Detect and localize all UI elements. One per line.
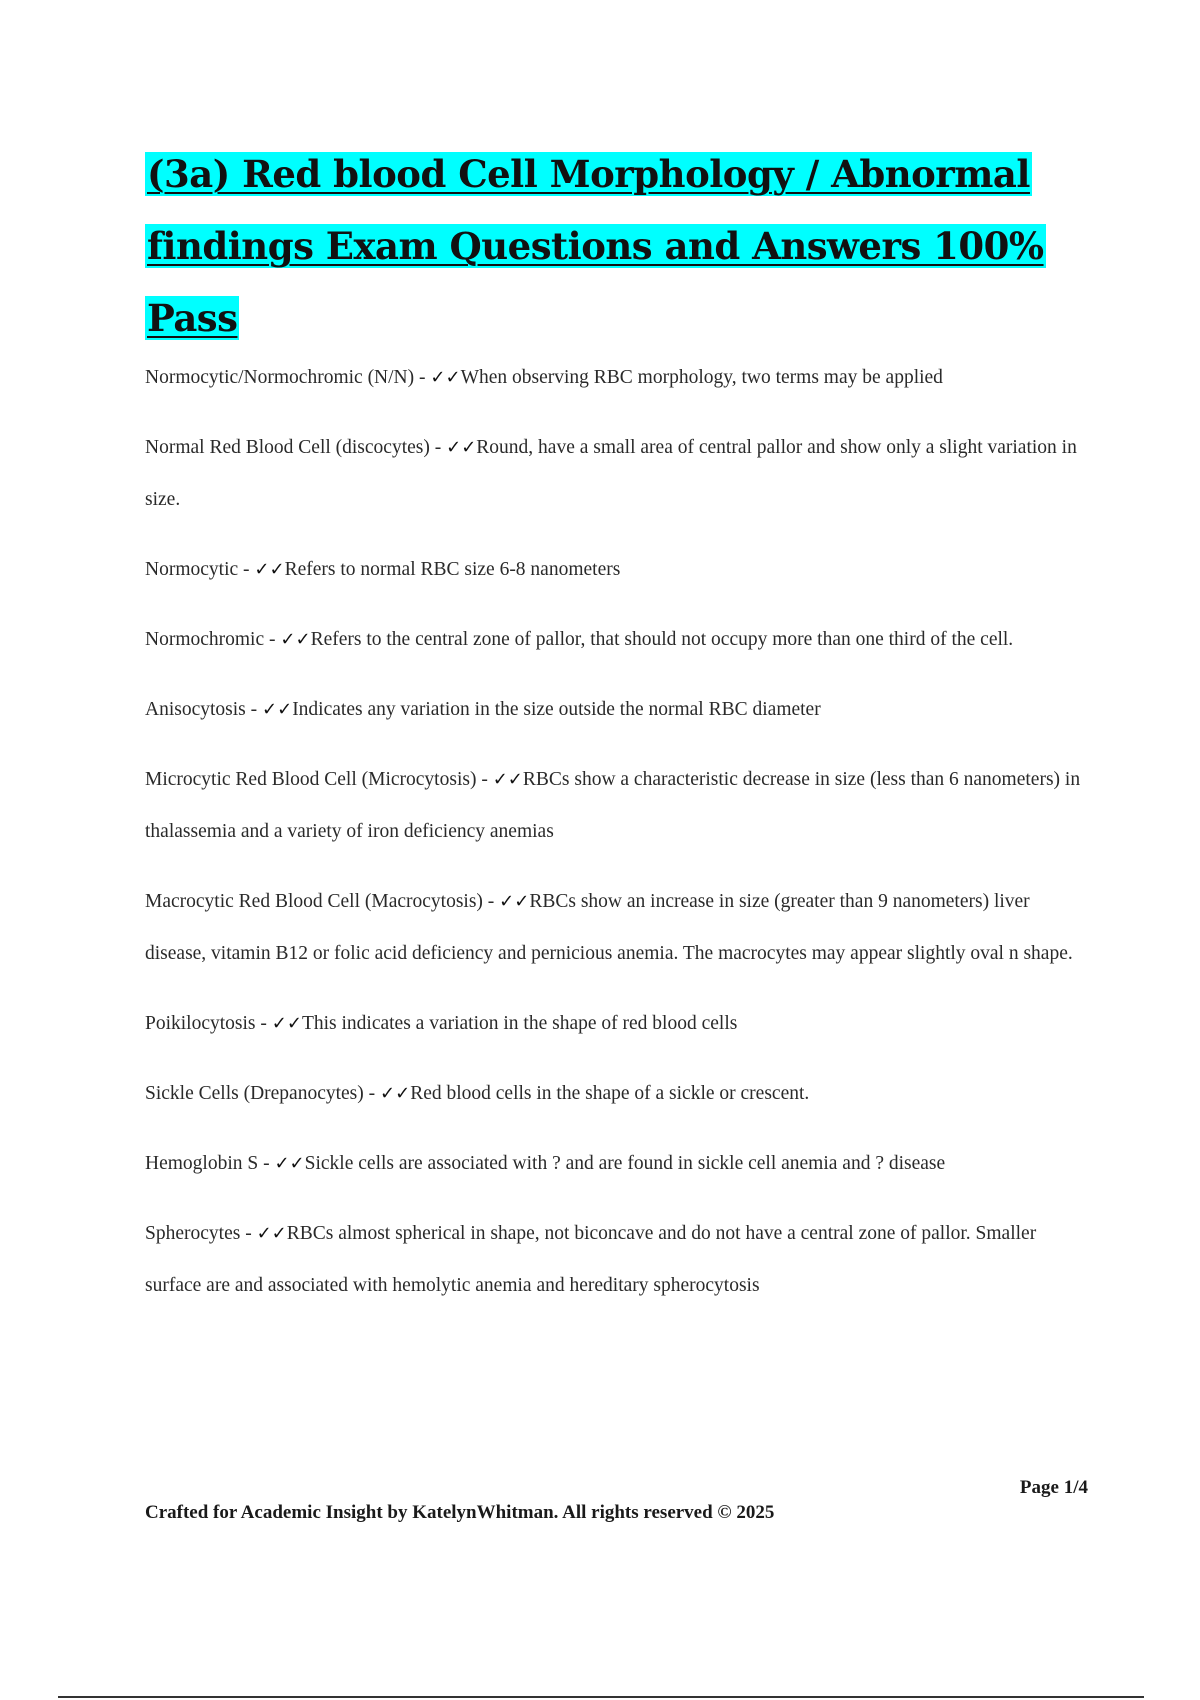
qa-list bbox=[145, 352, 1095, 1330]
qa-definition: RBCs almost spherical in shape, not biconcave and do not have a central zone of pallor. Smaller surface are and associated with hemolytic anemia and hereditary spherocytosis bbox=[145, 1223, 1037, 1296]
document-title-text: (3a) Red blood Cell Morphology / Abnormal findings Exam Questions and Answers 100% Pass bbox=[147, 152, 1044, 340]
double-check-icon: ✓✓ bbox=[274, 1153, 305, 1174]
copyright-footer: Crafted for Academic Insight by KatelynWhitman. All rights reserved © 2025 bbox=[145, 1502, 775, 1523]
qa-definition: RBCs show a characteristic decrease in size (less than 6 nanometers) in thalassemia and a variety of iron deficiency anemias bbox=[145, 769, 1081, 842]
qa-definition: Round, have a small area of central pallor and show only a slight variation in size. bbox=[145, 437, 1077, 510]
qa-term: Macrocytic Red Blood Cell (Macrocytosis) bbox=[145, 891, 483, 912]
qa-entry bbox=[145, 422, 1095, 526]
qa-term: Normocytic/Normochromic (N/N) bbox=[145, 367, 415, 388]
qa-entry bbox=[145, 1138, 1095, 1190]
qa-separator: - bbox=[482, 891, 500, 912]
qa-definition: Refers to the central zone of pallor, that should not occupy more than one third of the cell. bbox=[310, 629, 1014, 650]
qa-definition: Indicates any variation in the size outside the normal RBC diameter bbox=[292, 699, 821, 720]
qa-term: Normochromic bbox=[145, 629, 265, 650]
qa-definition: When observing RBC morphology, two terms may be applied bbox=[460, 367, 943, 388]
double-check-icon: ✓✓ bbox=[256, 1223, 287, 1244]
double-check-icon: ✓✓ bbox=[499, 891, 530, 912]
qa-entry bbox=[145, 684, 1095, 736]
double-check-icon: ✓✓ bbox=[262, 699, 293, 720]
qa-entry bbox=[145, 754, 1095, 858]
qa-separator: - bbox=[264, 629, 281, 650]
double-check-icon: ✓✓ bbox=[280, 629, 311, 650]
qa-entry bbox=[145, 614, 1095, 666]
qa-definition: Sickle cells are associated with ? and are found in sickle cell anemia and ? disease bbox=[304, 1153, 946, 1174]
qa-entry bbox=[145, 544, 1095, 596]
qa-separator: - bbox=[363, 1083, 381, 1104]
document-title bbox=[145, 138, 1085, 354]
qa-separator: - bbox=[429, 437, 447, 458]
qa-separator: - bbox=[476, 769, 493, 790]
qa-term: Poikilocytosis bbox=[145, 1013, 256, 1034]
page-divider bbox=[58, 1696, 1144, 1698]
qa-separator: - bbox=[245, 699, 263, 720]
qa-term: Normocytic bbox=[145, 559, 239, 580]
qa-definition: Red blood cells in the shape of a sickle or crescent. bbox=[410, 1083, 810, 1104]
double-check-icon: ✓✓ bbox=[271, 1013, 302, 1034]
qa-entry bbox=[145, 352, 1095, 404]
qa-definition: Refers to normal RBC size 6-8 nanometers bbox=[284, 559, 621, 580]
double-check-icon: ✓✓ bbox=[446, 437, 477, 458]
double-check-icon: ✓✓ bbox=[492, 769, 523, 790]
double-check-icon: ✓✓ bbox=[380, 1083, 411, 1104]
qa-separator: - bbox=[238, 559, 255, 580]
double-check-icon: ✓✓ bbox=[254, 559, 285, 580]
qa-entry bbox=[145, 876, 1095, 980]
qa-term: Spherocytes bbox=[145, 1223, 241, 1244]
qa-definition: This indicates a variation in the shape of red blood cells bbox=[301, 1013, 738, 1034]
qa-separator: - bbox=[258, 1153, 275, 1174]
qa-separator: - bbox=[240, 1223, 257, 1244]
qa-separator: - bbox=[255, 1013, 272, 1034]
page-number: Page 1/4 bbox=[1019, 1477, 1088, 1498]
qa-term: Sickle Cells (Drepanocytes) bbox=[145, 1083, 364, 1104]
qa-separator: - bbox=[414, 367, 431, 388]
qa-definition: RBCs show an increase in size (greater than 9 nanometers) liver disease, vitamin B12 or folic acid deficiency and pernicious anemia. The macrocytes may appear slightly oval n shape. bbox=[145, 891, 1073, 964]
qa-entry bbox=[145, 1068, 1095, 1120]
qa-term: Microcytic Red Blood Cell (Microcytosis) bbox=[145, 769, 477, 790]
qa-term: Hemoglobin S bbox=[145, 1153, 259, 1174]
double-check-icon: ✓✓ bbox=[430, 367, 461, 388]
qa-term: Normal Red Blood Cell (discocytes) bbox=[145, 437, 430, 458]
qa-entry bbox=[145, 998, 1095, 1050]
qa-term: Anisocytosis bbox=[145, 699, 246, 720]
qa-entry bbox=[145, 1208, 1095, 1312]
